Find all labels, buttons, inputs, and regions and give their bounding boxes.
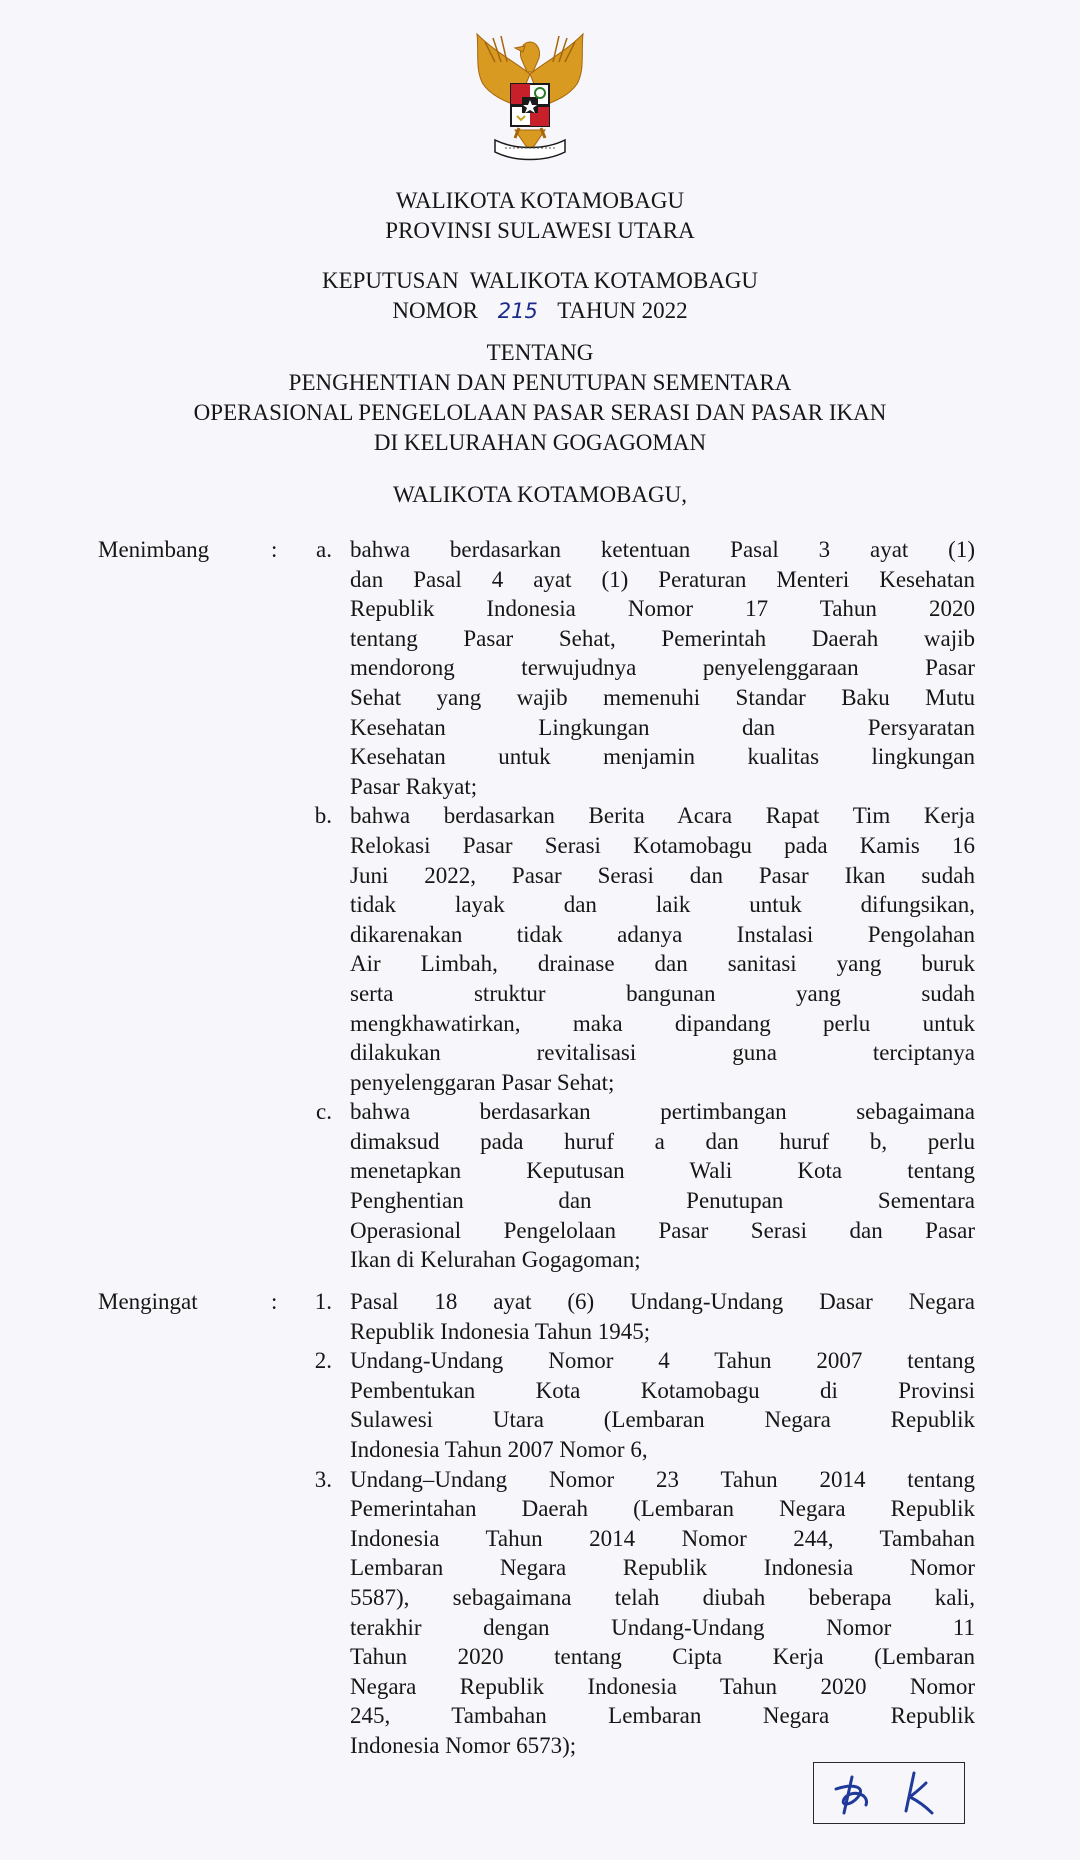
text-line: Relokasi Pasar Serasi Kotamobagu pada Kamis 16 <box>350 832 975 858</box>
item-text <box>350 1346 975 1464</box>
text-line: Air Limbah, drainase dan sanitasi yang buruk <box>350 951 975 977</box>
item-marker: 3. <box>314 1466 332 1492</box>
text-line: Sulawesi Utara (Lembaran Negara Republik <box>350 1407 975 1433</box>
item-text <box>350 535 975 801</box>
text-line: dikarenakan tidak adanya Instalasi Pengolahan <box>350 921 975 947</box>
paraf-initials-box <box>813 1762 965 1824</box>
text-line: Ikan di Kelurahan Gogagoman; <box>350 1247 641 1273</box>
text-line: Pasar Rakyat; <box>350 773 478 799</box>
list-item <box>0 1287 1080 1346</box>
text-line: terakhir dengan Undang-Undang Nomor 11 <box>350 1614 975 1640</box>
issuer-signature-heading: WALIKOTA KOTAMOBAGU, <box>392 482 687 507</box>
item-text <box>350 1465 975 1761</box>
mengingat-section <box>0 1287 1080 1761</box>
subject-line: PENGHENTIAN DAN PENUTUPAN SEMENTARA <box>288 370 792 395</box>
text-line: mengkhawatirkan, maka dipandang perlu untuk <box>350 1010 975 1036</box>
text-line: Undang-Undang Nomor 4 Tahun 2007 tentang <box>350 1348 975 1374</box>
text-line: Negara Republik Indonesia Tahun 2020 Nomor <box>350 1673 975 1699</box>
item-marker: a. <box>316 537 332 562</box>
text-line: Republik Indonesia Tahun 1945; <box>350 1318 651 1344</box>
province-line: PROVINSI SULAWESI UTARA <box>385 218 695 243</box>
text-line: Juni 2022, Pasar Serasi dan Pasar Ikan sudah <box>350 862 975 888</box>
item-marker: c. <box>316 1099 332 1125</box>
item-text <box>350 1097 975 1275</box>
text-line: bahwa berdasarkan ketentuan Pasal 3 ayat (1) <box>350 537 975 562</box>
text-line: Republik Indonesia Nomor 17 Tahun 2020 <box>350 596 975 622</box>
nomor-label: NOMOR <box>392 298 479 323</box>
text-line: Sehat yang wajib memenuhi Standar Baku Mutu <box>350 684 975 710</box>
handwritten-number: 215 <box>497 299 538 323</box>
text-line: tentang Pasar Sehat, Pemerintah Daerah wajib <box>350 625 975 651</box>
text-line: Penghentian dan Penutupan Sementara <box>350 1188 975 1214</box>
text-line: mendorong terwujudnya penyelenggaraan Pasar <box>350 655 975 681</box>
issuer-heading <box>0 186 1080 246</box>
tahun-label: TAHUN 2022 <box>557 298 688 323</box>
text-line: bahwa berdasarkan Berita Acara Rapat Tim Kerja <box>350 803 975 829</box>
subject-line: OPERASIONAL PENGELOLAAN PASAR SERASI DAN PASAR IKAN <box>193 400 887 425</box>
item-text <box>350 801 975 1097</box>
menimbang-section <box>0 535 1080 1275</box>
text-line: dimaksud pada huruf a dan huruf b, perlu <box>350 1128 975 1154</box>
item-marker: 1. <box>314 1289 332 1314</box>
decree-line: KEPUTUSAN WALIKOTA KOTAMOBAGU <box>321 268 759 293</box>
text-line: Pasal 18 ayat (6) Undang-Undang Dasar Negara <box>350 1289 975 1314</box>
mengingat-list <box>0 1287 1080 1761</box>
list-item <box>0 801 1080 1097</box>
city-line: WALIKOTA KOTAMOBAGU <box>395 188 685 213</box>
decree-number-line <box>0 296 1080 326</box>
menimbang-list <box>0 535 1080 1275</box>
text-line: Lembaran Negara Republik Indonesia Nomor <box>350 1555 975 1581</box>
text-line: tidak layak dan laik untuk difungsikan, <box>350 892 975 918</box>
item-text <box>350 1287 975 1346</box>
text-line: 5587), sebagaimana telah diubah beberapa kali, <box>350 1584 975 1610</box>
section-label: Mengingat <box>98 1289 198 1314</box>
decree-heading <box>0 266 1080 326</box>
text-line: bahwa berdasarkan pertimbangan sebagaimana <box>350 1099 975 1125</box>
text-line: Pembentukan Kota Kotamobagu di Provinsi <box>350 1377 975 1403</box>
garuda-emblem-icon <box>455 22 605 172</box>
text-line: Indonesia Nomor 6573); <box>350 1732 577 1758</box>
handwritten-initials-icon <box>814 1763 964 1823</box>
item-marker: b. <box>314 803 332 829</box>
text-line: Kesehatan untuk menjamin kualitas lingkungan <box>350 744 975 770</box>
text-line: Indonesia Tahun 2007 Nomor 6, <box>350 1436 648 1462</box>
text-line: Tahun 2020 tentang Cipta Kerja (Lembaran <box>350 1644 975 1670</box>
text-line: Indonesia Tahun 2014 Nomor 244, Tambahan <box>350 1525 975 1551</box>
item-marker: 2. <box>314 1348 332 1374</box>
list-item <box>0 535 1080 801</box>
subject-heading <box>0 338 1080 458</box>
text-line: 245, Tambahan Lembaran Negara Republik <box>350 1703 975 1729</box>
tentang-label: TENTANG <box>486 340 594 365</box>
list-item <box>0 1346 1080 1464</box>
section-colon: : <box>271 1289 278 1314</box>
section-colon: : <box>271 537 278 562</box>
text-line: serta struktur bangunan yang sudah <box>350 980 975 1006</box>
subject-line: DI KELURAHAN GOGAGOMAN <box>373 430 707 455</box>
text-line: Kesehatan Lingkungan dan Persyaratan <box>350 714 975 740</box>
text-line: menetapkan Keputusan Wali Kota tentang <box>350 1158 975 1184</box>
section-label: Menimbang <box>98 537 210 562</box>
list-item <box>0 1097 1080 1275</box>
text-line: dilakukan revitalisasi guna terciptanya <box>350 1040 975 1066</box>
text-line: dan Pasal 4 ayat (1) Peraturan Menteri Kesehatan <box>350 566 975 592</box>
text-line: Pemerintahan Daerah (Lembaran Negara Republik <box>350 1496 975 1522</box>
text-line: Operasional Pengelolaan Pasar Serasi dan Pasar <box>350 1217 975 1243</box>
list-item <box>0 1465 1080 1761</box>
text-line: penyelenggaran Pasar Sehat; <box>350 1069 615 1095</box>
text-line: Undang–Undang Nomor 23 Tahun 2014 tentang <box>350 1466 975 1492</box>
